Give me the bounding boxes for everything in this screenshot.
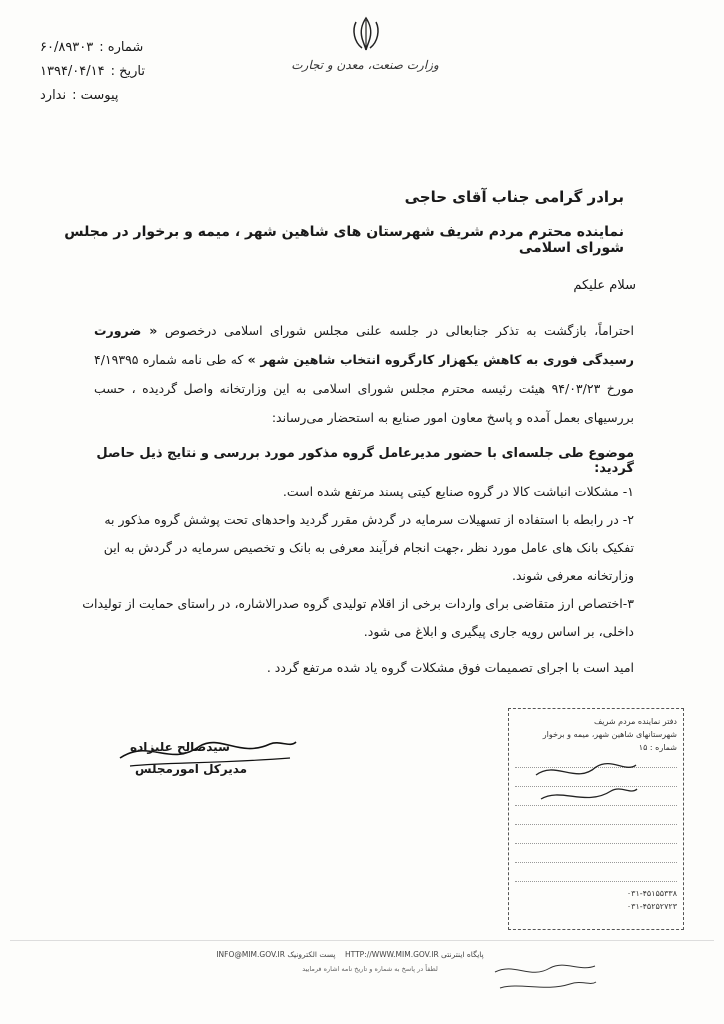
attachment-value: ندارد <box>40 88 67 103</box>
signature-scribble-icon <box>110 728 300 788</box>
letter-body <box>94 316 634 432</box>
handwriting-icon <box>531 755 641 815</box>
footer-handwriting-icon <box>490 958 600 998</box>
stamp-blank-line <box>515 868 677 882</box>
stamp-phone-1: ۰۳۱-۴۵۱۵۵۳۳۸ <box>626 889 677 898</box>
date-label: تاریخ : <box>110 64 146 79</box>
footer-divider <box>10 940 714 941</box>
body-subject: « ضرورت رسیدگی فوری به کاهش یکهزار کارگروه انتخاب شاهین شهر » <box>94 323 634 367</box>
footer-email-label: پست الکترونیک <box>287 950 336 959</box>
stamp-phone-2: ۰۳۱-۴۵۲۵۲۷۲۳ <box>626 902 677 911</box>
ministry-name: وزارت صنعت، معدن و تجارت <box>291 58 439 72</box>
list-item: ۳-اختصاص ارز متقاضی برای واردات برخی از اقلام تولیدی گروه صدرالاشاره، در راستای حمایت از تولیدات داخلی، بر اساس رویه جاری پیگیری و ابلاغ می شود. <box>82 596 634 639</box>
signatory-title: مدیرکل امورمجلس <box>135 762 248 776</box>
stamp-blank-line <box>515 830 677 844</box>
date-value: ۱۳۹۴/۰۴/۱۴ <box>40 64 105 79</box>
body-intro: احتراماً، بازگشت به تذکر جنابعالی در جلسه علنی مجلس شورای اسلامی درخصوص <box>164 323 635 338</box>
date-row <box>40 60 190 84</box>
body-continuation: که طی نامه شماره ۴/۱۹۳۹۵ مورخ ۹۴/۰۳/۲۳ هیئت رئیسه محترم مجلس شورای اسلامی به این وزارتخانه واصل گردیده ، حسب بررسیهای بعمل آمده و پاسخ معاون امور صنایع به استحضار می‌رساند: <box>94 352 634 425</box>
received-stamp <box>508 708 684 930</box>
list-item: ۱- مشکلات انباشت کالا در گروه صنایع کیتی پسند مرتفع شده است. <box>282 484 634 499</box>
footer-note: لطفاً در پاسخ به شماره و تاریخ نامه اشاره فرمایید <box>302 965 438 973</box>
number-row <box>40 36 190 60</box>
addressee-line-2: نماینده محترم مردم شریف شهرستان های شاهین شهر ، میمه و برخوار در مجلس شورای اسلامی <box>64 224 624 256</box>
closing-line: امید است با اجرای تصمیمات فوق مشکلات گروه یاد شده مرتفع گردد . <box>266 660 634 675</box>
attachment-label: پیوست : <box>72 88 119 103</box>
stamp-line-2: شهرستانهای شاهین شهر، میمه و برخوار <box>542 730 677 739</box>
number-label: شماره : <box>99 40 144 55</box>
list-item: ۲- در رابطه با استفاده از تسهیلات سرمایه در گردش مقرر گردید واحدهای تحت پوشش گروه مذکور به تفکیک بانک های عامل مورد نظر ،جهت انجام فرآیند معرفی به بانک و تخصیص سرمایه در گردش به این وزارتخانه معرفی شوند. <box>103 512 634 583</box>
topic-line: موضوع طی جلسه‌ای با حضور مدیرعامل گروه مذکور مورد بررسی و نتایج ذیل حاصل گردید: <box>96 446 634 476</box>
results-list <box>74 478 634 646</box>
footer-site: HTTP://WWW.MIM.GOV.IR <box>345 950 439 959</box>
stamp-blank-line <box>515 849 677 863</box>
stamp-line-3: شماره : ۱۵ <box>638 743 677 752</box>
letter-meta <box>40 36 190 108</box>
addressee-line-1: برادر گرامی جناب آقای حاجی <box>404 188 624 206</box>
stamp-line-1: دفتر نماینده مردم شریف <box>593 717 677 726</box>
footer-contacts <box>200 950 500 959</box>
footer-site-label: پایگاه اینترنتی <box>441 950 484 959</box>
iran-emblem-icon <box>348 14 384 54</box>
greeting: سلام علیکم <box>573 278 636 293</box>
footer-email: INFO@MIM.GOV.IR <box>216 950 285 959</box>
attachment-row <box>40 84 190 108</box>
number-value: ۶۰/۸۹۳۰۳ <box>40 40 94 55</box>
signatory-name: سیدصالح علیزاده <box>130 740 230 754</box>
